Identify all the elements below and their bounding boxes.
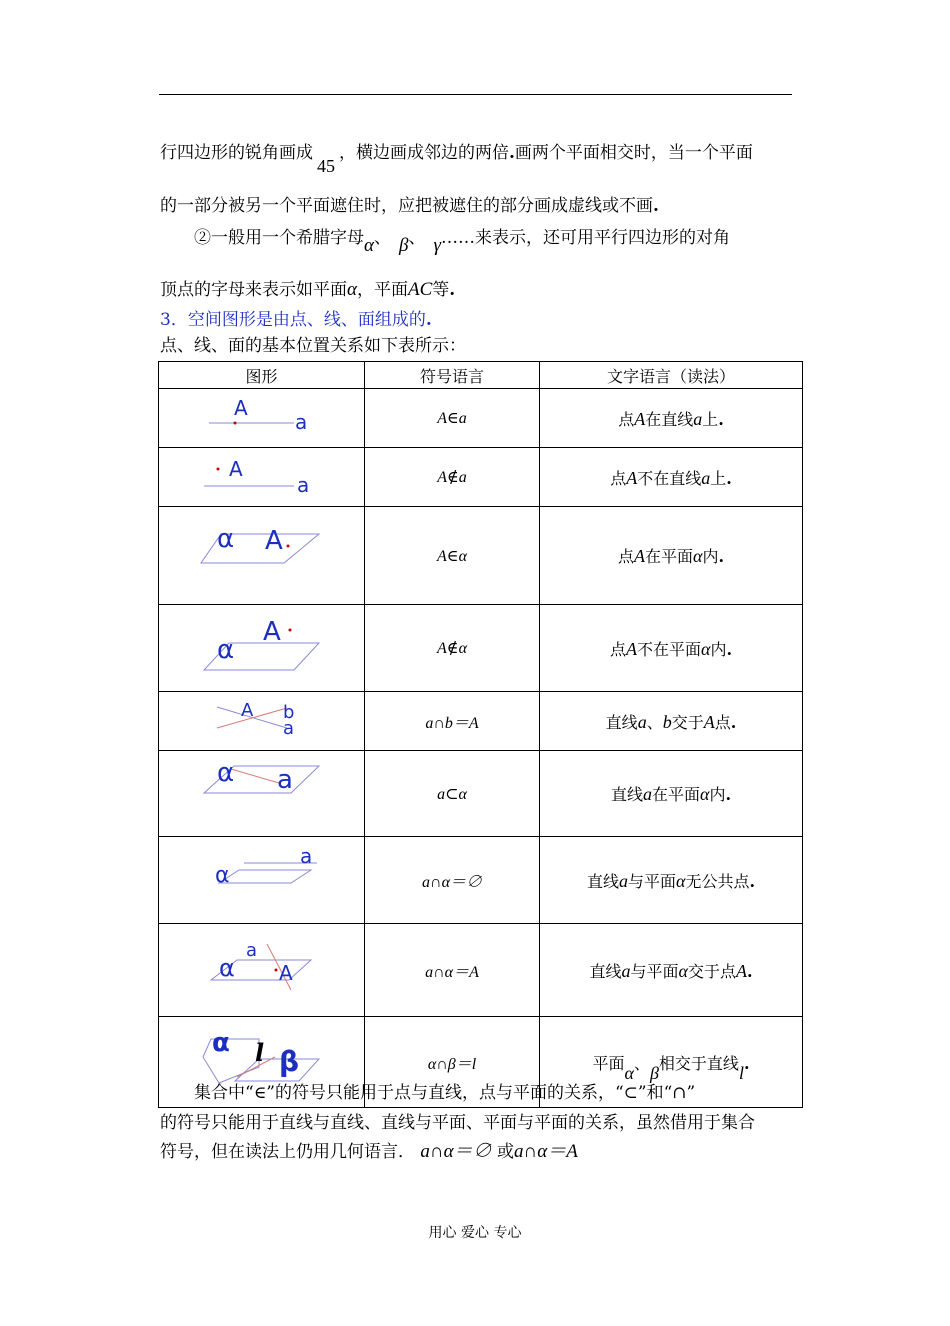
label-point: A [241, 700, 254, 721]
reading-dot: . [718, 409, 724, 429]
reading-part: 内 [710, 639, 727, 659]
figure-line-cross-plane-svg [159, 924, 365, 1012]
figure-point-off-line [159, 448, 365, 507]
reading-dot: . [730, 712, 737, 732]
table-row [159, 448, 803, 507]
para1-angle: 45 [317, 156, 335, 176]
table-row [159, 924, 803, 1017]
header-reading: 文字语言（读法） [540, 362, 803, 389]
reading-part: 与平面 [630, 961, 679, 981]
reading-cell [540, 751, 803, 837]
para2-ac: AC [407, 279, 433, 300]
para1-dot: . [509, 143, 515, 163]
reading-math: a [693, 408, 703, 429]
para2-text-d: ，平面 [356, 280, 408, 300]
reading-math: α [700, 638, 711, 659]
section3-title: 3．空间图形是由点、线、面组成的 [160, 310, 426, 330]
header-symbol: 符号语言 [365, 362, 540, 389]
para2-alpha: α [364, 235, 374, 256]
para2-gamma: γ [433, 235, 441, 256]
section3-heading [160, 310, 432, 330]
reading-part: 、 [646, 712, 663, 732]
para2-line2 [160, 280, 455, 300]
point-a-dot [234, 422, 237, 425]
reading-part: 无公共点 [685, 871, 750, 891]
reading-dot: . [718, 547, 725, 566]
reading-part: 交于点 [687, 961, 736, 981]
para2-text-e: 等 [432, 280, 450, 300]
reading-part: 点 [609, 639, 626, 659]
para2-sep1: 、 [373, 228, 391, 248]
para4-line1 [194, 1083, 695, 1103]
figure-point-in-plane [159, 507, 365, 605]
symbol-cell: α∩β＝l [365, 1017, 540, 1108]
reading-part: 点 [618, 409, 635, 429]
reading-cell [540, 448, 803, 507]
reading-part: 点 [610, 468, 627, 488]
label-point: A [279, 961, 293, 985]
label-line-l: l [255, 1038, 265, 1067]
reading-math: l [738, 1062, 744, 1083]
reading-math: α [699, 784, 710, 804]
reading-dot: . [746, 961, 753, 981]
label-point: A [234, 396, 248, 420]
para2-text-c: 顶点的字母来表示如平面 [160, 280, 347, 300]
figure-line-in-plane [159, 751, 365, 837]
label-plane-alpha: α [212, 1028, 230, 1058]
reading-part: 点 [714, 712, 731, 732]
reading-part: 相交于直线 [658, 1053, 739, 1073]
figure-lines-intersect-svg [159, 692, 365, 746]
line-a-stroke [231, 769, 279, 783]
reading-part: 上 [702, 409, 719, 429]
label-point: A [265, 526, 283, 556]
reading-part: 在直线 [645, 409, 694, 429]
label-plane: α [217, 758, 235, 788]
label-line: a [246, 940, 258, 961]
para4-line3 [160, 1142, 578, 1162]
point-a-dot [289, 629, 292, 632]
table-row [159, 837, 803, 924]
label-point: A [229, 457, 243, 481]
label-plane-beta: β [279, 1045, 300, 1078]
plane-beta-shape [235, 1059, 319, 1081]
reading-dot: . [743, 1053, 750, 1073]
para4-or: 或 [497, 1142, 515, 1162]
plane-alpha-shape [219, 870, 311, 883]
figure-line-parallel-plane [159, 837, 365, 924]
reading-cell [540, 692, 803, 751]
point-a-dot [217, 468, 220, 471]
header-figure: 图形 [159, 362, 365, 389]
reading-part: 平面 [592, 1053, 625, 1073]
para1-text-d: 的一部分被另一个平面遮住时，应把被遮住的部分画成虚线或不画 [160, 196, 653, 216]
table-row [159, 751, 803, 837]
para4-text-2: 的符号只能用于直线与直线、直线与平面、平面与平面的关系，虽然借用于集合 [160, 1113, 755, 1133]
reading-math: α [692, 546, 703, 566]
reading-math: α [675, 870, 686, 891]
para2-alpha2: α [347, 279, 357, 300]
para4-text-1: 集合中“∈”的符号只能用于点与直线，点与平面的关系，“⊂”和“∩” [194, 1083, 696, 1103]
table-header-row [159, 362, 803, 389]
page-footer: 用心 爱心 专心 [428, 1225, 522, 1241]
para2-text-b: ……来表示，还可用平行四边形的对角 [440, 228, 730, 248]
reading-math: α [624, 1062, 634, 1083]
reading-part: 直线 [589, 961, 622, 981]
symbol-cell: a⊂α [365, 751, 540, 837]
reading-math: A [735, 960, 747, 981]
label-plane: α [215, 863, 230, 888]
reading-math: A [703, 711, 715, 732]
label-plane: α [219, 954, 235, 982]
label-plane: α [217, 635, 235, 665]
reading-math: a [642, 784, 652, 804]
label-line: a [300, 844, 313, 868]
figure-lines-intersect [159, 692, 365, 751]
reading-part: 直线 [605, 712, 638, 732]
reading-part: 不在直线 [637, 468, 702, 488]
label-line: a [295, 410, 308, 434]
reading-dot: . [749, 871, 756, 891]
reading-math: β [649, 1062, 659, 1083]
symbol-cell: a∩α＝A [365, 924, 540, 1017]
reading-math: α [678, 960, 688, 981]
reading-math: A [634, 408, 646, 429]
reading-part: 点 [617, 547, 634, 566]
para1-text-c: 画两个平面相交时，当一个平面 [514, 143, 753, 163]
figure-point-off-line-svg [159, 448, 365, 502]
section3-dot: . [425, 310, 432, 330]
figure-point-off-plane [159, 605, 365, 692]
para2-text-a: ②一般用一个希腊字母 [194, 228, 364, 248]
reading-math: A [625, 638, 637, 659]
symbol-cell: a∩b＝A [365, 692, 540, 751]
relation-table [158, 361, 803, 1108]
reading-cell [540, 924, 803, 1017]
label-point: A [263, 617, 281, 647]
symbol-cell: A∉a [365, 448, 540, 507]
para4-text-3: 符号，但在读法上仍用几何语言． [160, 1142, 415, 1162]
label-line-a: a [283, 718, 295, 739]
reading-part: 内 [702, 547, 719, 566]
para4-formula-2: a∩α＝A [514, 1141, 578, 1162]
reading-part: 交于 [671, 712, 704, 732]
label-line: a [297, 473, 310, 497]
reading-part: 、 [633, 1053, 650, 1073]
reading-math: a [701, 467, 711, 488]
table-row [159, 507, 803, 605]
reading-part: 直线 [610, 785, 643, 804]
table-row [159, 605, 803, 692]
reading-part: 在平面 [644, 547, 693, 566]
reading-part: 不在平面 [636, 639, 701, 659]
reading-part: 内 [709, 785, 726, 804]
table-row [159, 389, 803, 448]
figure-line-parallel-plane-svg [159, 837, 365, 919]
para4-line2 [160, 1113, 755, 1133]
para1-line2 [160, 196, 659, 216]
reading-cell [540, 389, 803, 448]
reading-math: a [621, 960, 631, 981]
label-line-b: b [283, 702, 295, 723]
table-intro [160, 336, 466, 356]
para1-text-a: 行四边形的锐角画成 [160, 143, 313, 163]
reading-dot: . [726, 468, 732, 488]
para1-text-b: ，横边画成邻边的两倍 [339, 143, 509, 163]
point-a-dot [275, 969, 278, 972]
reading-part: 与平面 [627, 871, 676, 891]
reading-math: b [662, 711, 672, 732]
figure-point-off-plane-svg [159, 605, 365, 687]
para2-dot: . [449, 280, 456, 300]
reading-math: A [626, 467, 638, 488]
symbol-cell: A∉α [365, 605, 540, 692]
reading-math: a [618, 870, 628, 891]
reading-part: 在平面 [651, 785, 700, 804]
header-rule [159, 94, 792, 95]
para1-line1 [160, 142, 753, 176]
para2-sep2: 、 [408, 228, 426, 248]
table-row [159, 692, 803, 751]
figure-point-on-line-svg [159, 389, 365, 443]
para4-formula-1: a∩α＝∅ [420, 1141, 492, 1162]
reading-cell [540, 605, 803, 692]
reading-dot: . [726, 639, 733, 659]
symbol-cell: A∈α [365, 507, 540, 605]
figure-point-on-line [159, 389, 365, 448]
label-plane: α [217, 524, 235, 554]
para1-dot2: . [653, 196, 659, 216]
point-a-dot [287, 545, 290, 548]
reading-math: a [637, 711, 647, 732]
table-intro-text: 点、线、面的基本位置关系如下表所示： [160, 336, 466, 356]
reading-part: 直线 [586, 871, 619, 891]
figure-line-cross-plane [159, 924, 365, 1017]
symbol-cell: a∩α＝∅ [365, 837, 540, 924]
reading-cell [540, 837, 803, 924]
symbol-cell: A∈a [365, 389, 540, 448]
para2-beta: β [398, 235, 409, 256]
figure-point-in-plane-svg [159, 507, 365, 600]
reading-cell [540, 507, 803, 605]
label-line: a [277, 765, 293, 795]
figure-line-in-plane-svg [159, 751, 365, 832]
reading-math: A [633, 546, 645, 566]
reading-part: 上 [710, 468, 727, 488]
para2-line1 [194, 228, 730, 256]
reading-dot: . [725, 785, 732, 804]
